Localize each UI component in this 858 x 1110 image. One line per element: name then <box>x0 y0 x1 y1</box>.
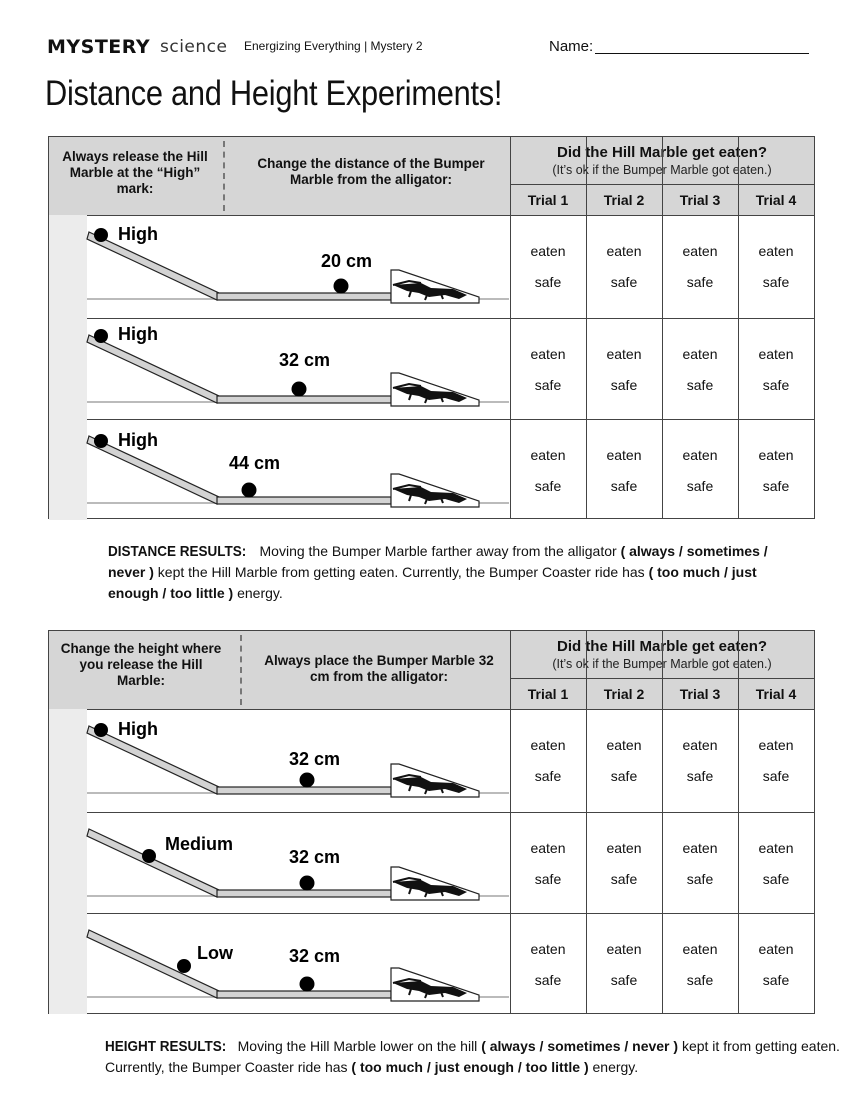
col-height-header: Change the height where you release the Hill Marble: <box>60 641 222 688</box>
trial-4-header: Trial 4 <box>755 686 797 702</box>
support-wall <box>49 215 87 318</box>
answer-eaten[interactable]: eaten <box>758 737 794 753</box>
height-label: High <box>118 324 158 344</box>
hill-marble <box>142 849 156 863</box>
answer-safe[interactable]: safe <box>610 478 638 494</box>
answer-eaten[interactable]: eaten <box>682 840 718 856</box>
trial-4-header: Trial 4 <box>755 192 797 208</box>
answer-eaten[interactable]: eaten <box>530 941 566 957</box>
answer-safe[interactable]: safe <box>534 377 562 393</box>
answer-safe[interactable]: safe <box>686 478 714 494</box>
answer-safe[interactable]: safe <box>686 377 714 393</box>
answer-eaten[interactable]: eaten <box>758 346 794 362</box>
results-text: energy. <box>588 1059 639 1075</box>
experiment-row <box>49 913 814 1014</box>
choice-always-sometimes-never[interactable]: ( always / sometimes / never ) <box>481 1038 679 1054</box>
coaster-diagram <box>49 709 510 812</box>
answer-safe[interactable]: safe <box>610 768 638 784</box>
answer-safe[interactable]: safe <box>686 768 714 784</box>
hill-marble <box>177 959 191 973</box>
distance-label: 32 cm <box>289 749 341 769</box>
answer-eaten[interactable]: eaten <box>530 447 566 463</box>
results-text: kept the Hill Marble from getting eaten. Currently, the Bumper Coaster ride has <box>153 564 649 580</box>
bumper-marble <box>242 483 257 498</box>
answer-eaten[interactable]: eaten <box>530 737 566 753</box>
bumper-marble <box>300 876 315 891</box>
results-text: Moving the Bumper Marble farther away from the alligator <box>255 543 621 559</box>
choice-always-sometimes-never[interactable]: ( always / sometimes / never ) <box>108 543 768 580</box>
hill-marble <box>94 329 108 343</box>
header-divider <box>240 635 242 705</box>
question-header: Did the Hill Marble get eaten? <box>556 144 768 161</box>
choice-energy-amount[interactable]: ( too much / just enough / too little ) <box>351 1059 589 1075</box>
coaster-diagram <box>49 812 510 913</box>
choice-energy-amount[interactable]: ( too much / just enough / too little ) <box>108 564 757 601</box>
answer-safe[interactable]: safe <box>762 768 790 784</box>
distance-label: 44 cm <box>229 453 281 473</box>
flat-track <box>217 497 391 504</box>
height-results <box>105 1036 857 1078</box>
answer-eaten[interactable]: eaten <box>682 941 718 957</box>
bumper-marble <box>334 279 349 294</box>
height-results-heading: HEIGHT RESULTS: <box>105 1038 227 1055</box>
height-experiment-table <box>48 630 815 1014</box>
support-wall <box>49 812 87 913</box>
header-divider <box>223 141 225 211</box>
answer-eaten[interactable]: eaten <box>682 447 718 463</box>
answer-safe[interactable]: safe <box>762 377 790 393</box>
height-label: Low <box>197 943 233 963</box>
answer-safe[interactable]: safe <box>610 972 638 988</box>
support-wall <box>49 709 87 812</box>
name-field[interactable] <box>595 53 809 54</box>
distance-label: 32 cm <box>289 847 341 867</box>
support-wall <box>49 913 87 1014</box>
coaster-diagram <box>49 215 510 318</box>
flat-track <box>217 396 391 403</box>
distance-experiment-table <box>48 136 815 519</box>
answer-safe[interactable]: safe <box>534 972 562 988</box>
trial-1-header: Trial 1 <box>527 686 569 702</box>
answer-safe[interactable]: safe <box>610 377 638 393</box>
brand-logo-bold: MYSTERY <box>47 36 151 58</box>
answer-safe[interactable]: safe <box>610 871 638 887</box>
answer-eaten[interactable]: eaten <box>606 243 642 259</box>
hill-marble <box>94 434 108 448</box>
height-label: High <box>118 224 158 244</box>
coaster-diagram <box>49 318 510 419</box>
experiment-row <box>49 215 814 318</box>
answer-eaten[interactable]: eaten <box>682 346 718 362</box>
flat-track <box>217 991 391 998</box>
support-wall <box>49 419 87 520</box>
trial-3-header: Trial 3 <box>679 686 721 702</box>
experiment-row <box>49 419 814 520</box>
trial-1-header: Trial 1 <box>527 192 569 208</box>
hill-ramp <box>87 335 219 403</box>
answer-eaten[interactable]: eaten <box>758 840 794 856</box>
height-label: High <box>118 719 158 739</box>
distance-results <box>108 541 798 604</box>
experiment-row <box>49 709 814 812</box>
flat-track <box>217 293 391 300</box>
col-distance-header: Change the distance of the Bumper Marble from the alligator: <box>257 156 485 187</box>
answer-eaten[interactable]: eaten <box>530 840 566 856</box>
trial-3-header: Trial 3 <box>679 192 721 208</box>
results-text: Moving the Hill Marble lower on the hill <box>233 1038 482 1054</box>
answer-eaten[interactable]: eaten <box>606 941 642 957</box>
answer-safe[interactable]: safe <box>686 274 714 290</box>
answer-safe[interactable]: safe <box>534 871 562 887</box>
height-label: Medium <box>165 834 234 854</box>
distance-results-heading: DISTANCE RESULTS: <box>108 543 247 560</box>
col-placement-header: Always place the Bumper Marble 32 cm from the alligator: <box>264 653 494 684</box>
experiment-row <box>49 318 814 419</box>
height-label: High <box>118 430 158 450</box>
flat-track <box>217 890 391 897</box>
hill-ramp <box>87 930 219 998</box>
answer-eaten[interactable]: eaten <box>530 243 566 259</box>
answer-safe[interactable]: safe <box>762 274 790 290</box>
question-subtext: (It’s ok if the Bumper Marble got eaten.) <box>552 163 772 177</box>
col-release-header: Always release the Hill Marble at the “High” mark: <box>62 149 208 196</box>
results-text: energy. <box>233 585 283 601</box>
table-header <box>49 631 814 710</box>
answer-safe[interactable]: safe <box>534 768 562 784</box>
answer-safe[interactable]: safe <box>762 478 790 494</box>
table-header <box>49 137 814 216</box>
answer-safe[interactable]: safe <box>686 871 714 887</box>
bumper-marble <box>300 773 315 788</box>
hill-marble <box>94 228 108 242</box>
coaster-diagram <box>49 419 510 520</box>
answer-eaten[interactable]: eaten <box>682 737 718 753</box>
question-subtext: (It’s ok if the Bumper Marble got eaten.) <box>552 657 772 671</box>
flat-track <box>217 787 391 794</box>
answer-eaten[interactable]: eaten <box>682 243 718 259</box>
trial-2-header: Trial 2 <box>603 192 645 208</box>
page-title: Distance and Height Experiments! <box>45 74 503 113</box>
trial-2-header: Trial 2 <box>603 686 645 702</box>
support-wall <box>49 318 87 419</box>
brand-logo-light: science <box>160 37 228 57</box>
distance-label: 32 cm <box>289 946 341 966</box>
answer-eaten[interactable]: eaten <box>606 840 642 856</box>
distance-label: 20 cm <box>321 251 373 271</box>
results-text: kept it from getting eaten. Currently, the Bumper Coaster ride has <box>105 1038 840 1075</box>
answer-eaten[interactable]: eaten <box>758 243 794 259</box>
name-label: Name: <box>549 38 594 55</box>
answer-eaten[interactable]: eaten <box>530 346 566 362</box>
worksheet-header <box>47 36 827 58</box>
answer-eaten[interactable]: eaten <box>758 447 794 463</box>
answer-eaten[interactable]: eaten <box>606 737 642 753</box>
answer-eaten[interactable]: eaten <box>606 447 642 463</box>
bumper-marble <box>300 977 315 992</box>
worksheet-subtitle: Energizing Everything | Mystery 2 <box>244 39 423 53</box>
experiment-row <box>49 812 814 913</box>
distance-label: 32 cm <box>279 350 331 370</box>
answer-safe[interactable]: safe <box>686 972 714 988</box>
answer-eaten[interactable]: eaten <box>758 941 794 957</box>
answer-safe[interactable]: safe <box>610 274 638 290</box>
hill-marble <box>94 723 108 737</box>
answer-safe[interactable]: safe <box>762 972 790 988</box>
answer-safe[interactable]: safe <box>762 871 790 887</box>
bumper-marble <box>292 382 307 397</box>
coaster-diagram <box>49 913 510 1014</box>
answer-safe[interactable]: safe <box>534 274 562 290</box>
answer-safe[interactable]: safe <box>534 478 562 494</box>
question-header: Did the Hill Marble get eaten? <box>556 638 768 655</box>
answer-eaten[interactable]: eaten <box>606 346 642 362</box>
